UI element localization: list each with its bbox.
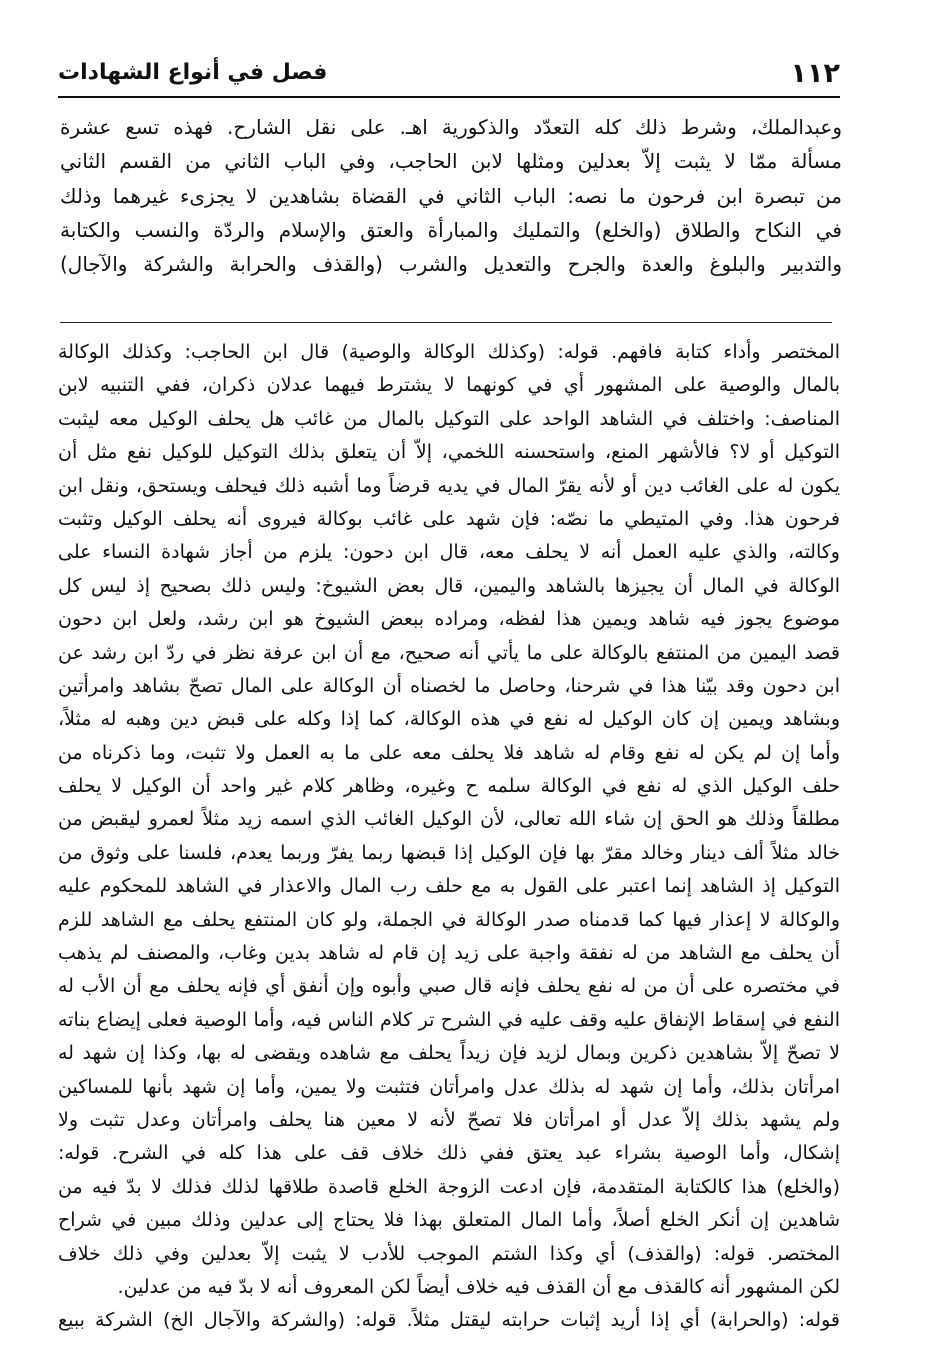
footnote-line: لكن المشهور أنه كالقذف مع أن القذف فيه خلاف أيضاً لكن المعروف أنه لا بدّ فيه من عدلين.: [117, 1275, 840, 1298]
footnote-line: أن يحلف مع الشاهد من له نفقة واجبة على زيد إن قام له شاهد بدين وغاب، والمصنف لم يذهب: [58, 942, 840, 965]
footnote-line: لا تصحّ إلاّ بشاهدين ذكرين وبمال لزيد فإن زيداً يحلف مع شاهده ويقضى له بها، وكذا إن شهد له: [58, 1042, 840, 1065]
footnote-line: وكالته، والذي عليه العمل أنه لا يحلف معه، قال ابن دحون: يلزم من أجاز شهادة النساء على: [58, 541, 840, 564]
footnote-line: خالد مثلاً ألف دينار وخالد مقرّ بها فإن الوكيل إذا قبضها ربما يفرّ وربما يعدم، فلسنا على وثوق من: [58, 841, 840, 864]
footnote-line: التوكيل أو لا؟ فالأشهر المنع، واستحسنه اللخمي، إلاّ أن يتعلق بذلك التوكيل للوكيل نفع مثل أن: [58, 441, 840, 464]
main-text-line: في النكاح والطلاق (والخلع) والتمليك والمبارأة والعتق والإسلام والردّة والنسب والكتابة: [60, 217, 842, 242]
footnote-line: الوكالة في المال أن يجيزها بالشاهد واليمين، قال بعض الشيوخ: وليس ذلك بصحيح إذ ليس كل: [58, 574, 840, 597]
main-text-line: من تبصرة ابن فرحون ما نصه: الباب الثاني في القضاة بشاهدين لا يجزىء غيرهما وذلك: [60, 183, 842, 208]
main-text-line: وعبدالملك، وشرط ذلك كله التعدّد والذكورية اهـ. على نقل الشارح. فهذه تسع عشرة: [60, 115, 842, 139]
footnote-line: المناصف: واختلف في الشاهد الواحد على التوكيل بالمال من غائب هل يحلف الوكيل معه ليثبت: [58, 407, 840, 430]
footnote-line: حلف الوكيل الذي له نفع في الوكالة سلمه ح وغيره، وظاهر كلام غير واحد أن الوكيل لا يحلف: [58, 775, 840, 798]
main-text-line: والتدبير والبلوغ والعدة والجرح والتعديل والشرب (والقذف والحرابة والشركة والآجال): [60, 252, 842, 277]
running-title: فصل في أنواع الشهادات: [58, 60, 328, 85]
footnote-line: يكون له على الغائب دين أو لأنه يقرّ المال في يديه قرضاً وما أشبه ذلك فيحلف ويستحق، ونقل ابن: [58, 474, 840, 497]
footnote-line: ابن دحون وقد بيّنا هذا في شرحنا، وحاصل ما لخصناه أن الوكالة على المال تصحّ بشاهد وامرأتين: [58, 674, 840, 697]
footnote-block: [58, 336, 840, 1338]
page-number: ١١٢: [790, 58, 840, 89]
footnote-separator: [60, 322, 832, 323]
footnote-line: قوله: (والحرابة) أي إذا أريد إثبات حرابته ليقتل مثلاً. قوله: (والشركة والآجال الخ) الشركة ببيع: [58, 1309, 840, 1332]
footnote-line: بالمال والوصية على المشهور أي في كونهما لا يشترط فيهما عدلان ذكران، ففي التنبيه لابن: [58, 374, 840, 397]
footnote-line: والوكالة لا إعذار فيها كما قدمناه صدر الوكالة في الجملة، ولو كان المنتفع يحلف مع الشاهد للزم: [58, 908, 840, 931]
footnote-line: إشكال، وأما الوصية بشراء عبد يعتق ففي ذلك خلاف قف على هذا كله في الشرح. قوله:: [58, 1142, 840, 1165]
footnote-line: المختصر. قوله: (والقذف) أي وكذا الشتم الموجب للأدب لا يثبت إلاّ بعدلين وفي ذلك خلاف: [58, 1242, 840, 1265]
footnote-line: فرحون هذا. وفي المتيطي ما نصّه: فإن شهد على غائب بوكالة فيروى أنه يحلف الوكيل وتثبت: [58, 507, 840, 530]
footnote-line: موضوع يجوز فيه شاهد ويمين هذا لفظه، ومراده ببعض الشيوخ هو ابن رشد، ولعل ابن دحون: [58, 608, 840, 631]
page-header: [58, 52, 840, 98]
footnote-line: شاهدين إن أنكر الخلع أصلاً، وأما المال المتعلق بهذا فلا يحتاج إلى عدلين وذلك مبين في شراح: [58, 1209, 840, 1232]
footnote-line: وبشاهد ويمين إن كان الوكيل له نفع في هذه الوكالة، كما إذا وكله على قبض دين وهبه له مثلاً،: [58, 708, 840, 731]
footnote-line: قصد اليمين من المنتفع بالوكالة على ما يأتي أنه صحيح، مع أن ابن عرفة نظر في ردّ ابن رشد عن: [58, 641, 840, 664]
footnote-line: ولم يشهد بذلك إلاّ عدل أو امرأتان فلا تصحّ لأنه لا معين هنا يحلف وامرأتان وعدل تثبت ولا: [58, 1108, 840, 1131]
footnote-line: امرأتان بذلك، وأما إن شهد له بذلك عدل وامرأتان فتثبت ولا يمين، وأما إن شهد بأنها للمساكين: [58, 1075, 840, 1098]
footnote-line: مطلقاً وذلك هو الحق إن شاء الله تعالى، لأن الوكيل الغائب الذي اسمه زيد مثلاً لعمرو ليقبض من: [58, 808, 840, 831]
footnote-line: التوكيل إذ الشاهد إنما اعتبر على القول به مع حلف رب المال والاعذار في الشاهد للمحكوم عليه: [58, 875, 840, 898]
main-text-line: مسألة ممّا لا يثبت إلاّ بعدلين ومثلها لابن الحاجب، وفي الباب الثاني من القسم الثاني: [60, 149, 842, 174]
footnote-line: في مختصره على أن من له نفع يحلف فإنه قال صبي وأبوه وإن أنفق أي فإنه يحلف مع أن الأب له: [58, 975, 840, 998]
footnote-line: وأما إن لم يكن له نفع وقام له شاهد فلا يحلف معه على ما به العمل ولا تثبت، وما ذكرناه من: [58, 741, 840, 764]
footnote-line: المختصر وأداء كتابة فافهم. قوله: (وكذلك الوكالة والوصية) قال ابن الحاجب: وكذلك الوكالة: [58, 341, 840, 363]
footnote-line: النفع في إسقاط الإنفاق عليه وقف عليه في الشرح تر كلام الناس فيه، وأما الوصية فعلى إيضاع بناته: [58, 1008, 840, 1031]
footnote-line: (والخلع) هذا كالكتابة المتقدمة، فإن ادعت الزوجة الخلع قاصدة طلاقها لذلك فذلك لا بدّ فيه من: [58, 1175, 840, 1198]
main-text-block: [60, 110, 842, 281]
